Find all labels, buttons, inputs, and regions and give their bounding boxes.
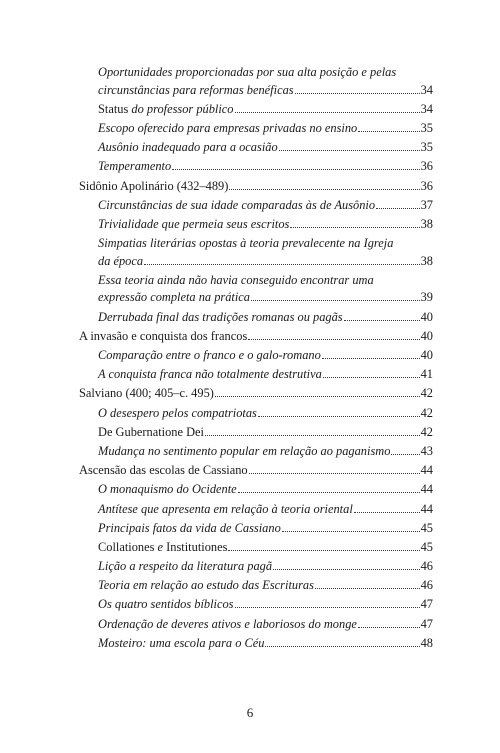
toc-entry-page: 38 [420,216,433,231]
toc-entry-label: Antítese que apresenta em relação à teoria oriental [98,501,353,516]
toc-entry-page: 46 [420,559,433,574]
toc-entry-page: 40 [420,348,433,363]
toc-entry [79,158,433,176]
dot-leader [290,227,419,228]
toc-entry-label-roman: Status [98,101,129,116]
dot-leader [358,131,419,132]
toc-entry-label-line1: Simpatias literárias opostas à teoria prevalecente na Igreja [98,236,394,251]
toc-section-page: 36 [420,178,433,193]
toc-entry-label: O monaquismo do Ocidente [98,482,237,497]
toc-section-page: 42 [420,386,433,401]
dot-leader [235,607,420,608]
toc-entry-page: 39 [420,290,433,305]
toc-entry-label: da época [98,253,144,268]
toc-entry-label-roman: Collationes [98,539,155,554]
page-number: 6 [246,705,254,720]
dot-leader [279,150,420,151]
toc-entry [79,424,433,442]
toc-section-label: Ascensão das escolas de Cassiano [79,463,248,478]
dot-leader [358,627,420,628]
toc-section-label: Sidônio Apolinário (432–489) [79,178,229,193]
dot-leader [238,492,420,493]
toc-entry-label-roman: De Gubernatione Dei [98,424,204,439]
table-of-contents [79,64,433,654]
toc-entry [79,216,433,234]
toc-entry-label: O desespero pelos compatriotas [98,405,257,420]
toc-entry [79,139,433,157]
toc-entry-page: 35 [420,140,433,155]
toc-entry-label-italic: do professor público [128,101,234,116]
toc-entry-page: 34 [420,82,433,97]
toc-entry-page: 37 [420,197,433,212]
toc-entry [79,558,433,576]
dot-leader [229,189,419,190]
toc-section-heading [79,328,433,346]
toc-section-page: 40 [420,328,433,343]
toc-entry-label: Ausônio inadequado para a ocasião [98,140,278,155]
dot-leader [344,320,420,321]
toc-entry [79,577,433,595]
dot-leader [273,569,420,570]
toc-entry-page: 43 [420,443,433,458]
toc-entry [79,520,433,538]
toc-entry-page: 47 [420,597,433,612]
toc-entry [79,309,433,327]
toc-entry [79,443,433,461]
dot-leader [315,588,420,589]
toc-entry [79,616,433,634]
toc-entry-label: Ordenação de deveres ativos e laboriosos do monge [98,616,357,631]
dot-leader [172,169,419,170]
toc-entry-page: 44 [420,482,433,497]
toc-entry-page: 42 [420,424,433,439]
toc-entry-label: Mosteiro: uma escola para o Céu [98,635,265,650]
dot-leader [354,512,420,513]
toc-entry [79,272,433,307]
toc-entry-label-roman-2: Institutiones [166,539,228,554]
toc-entry-label: Os quatro sentidos bíblicos [98,597,234,612]
dot-leader [249,473,420,474]
toc-entry-page: 34 [420,101,433,116]
toc-entry-page: 35 [420,120,433,135]
toc-entry-page: 38 [420,253,433,268]
dot-leader [282,531,420,532]
dot-leader [391,454,419,455]
toc-entry [79,197,433,215]
toc-entry-page: 45 [420,520,433,535]
toc-entry-label: Lição a respeito da literatura pagã [98,559,273,574]
toc-entry-page: 41 [420,367,433,382]
toc-entry-label: Principais fatos da vida de Cassiano [98,520,281,535]
toc-entry-label: Circunstâncias de sua idade comparadas às de Ausônio [98,197,376,212]
toc-entry-label: Comparação entre o franco e o galo-romano [98,348,321,363]
dot-leader [265,646,419,647]
toc-entry-page: 48 [420,635,433,650]
toc-entry-label [98,539,227,557]
toc-section-label: Salviano (400; 405–c. 495) [79,386,214,401]
toc-entry-label: Derrubada final das tradições romanas ou pagãs [98,309,343,324]
toc-entry [79,101,433,119]
dot-leader [322,358,420,359]
toc-entry-label: Temperamento [98,159,172,174]
toc-section-page: 44 [420,463,433,478]
toc-entry-page: 45 [420,539,433,554]
toc-entry-page: 46 [420,578,433,593]
toc-entry-label: expressão completa na prática [98,290,250,305]
toc-entry-label: A conquista franca não totalmente destrutiva [98,367,322,382]
toc-section-heading [79,385,433,403]
dot-leader [376,208,420,209]
dot-leader [248,339,419,340]
dot-leader [323,377,420,378]
toc-entry [79,405,433,423]
toc-entry-label: Escopo oferecido para empresas privadas no ensino [98,120,358,135]
dot-leader [144,264,420,265]
toc-entry [79,501,433,519]
toc-entry-label-line1: Oportunidades proporcionadas por sua alta posição e pelas [98,65,397,79]
toc-entry-page: 36 [420,159,433,174]
dot-leader [258,416,420,417]
toc-entry [79,235,433,270]
toc-entry [79,635,433,653]
toc-entry-label [98,101,234,119]
dot-leader [228,550,419,551]
dot-leader [205,435,420,436]
toc-section-heading [79,178,433,196]
toc-entry-label [98,424,204,442]
toc-entry [79,596,433,614]
toc-entry-label: circunstâncias para reformas benéficas [98,82,294,97]
toc-section-heading [79,462,433,480]
toc-entry [79,481,433,499]
dot-leader [235,112,420,113]
toc-entry-page: 44 [420,501,433,516]
toc-entry-label-line1: Essa teoria ainda não havia conseguido encontrar uma [98,272,374,287]
toc-entry-label: Mudança no sentimento popular em relação ao paganismo [98,443,391,458]
toc-entry [79,366,433,384]
dot-leader [215,396,420,397]
toc-entry-label-italic: e [154,539,167,554]
dot-leader [295,93,420,94]
toc-entry [79,64,433,99]
toc-entry-label: Trivialidade que permeia seus escritos [98,216,290,231]
toc-entry-page: 42 [420,405,433,420]
toc-entry [79,120,433,138]
toc-entry [79,347,433,365]
toc-entry-page: 40 [420,309,433,324]
toc-entry [79,539,433,557]
toc-entry-label: Teoria em relação ao estudo das Escrituras [98,578,314,593]
toc-entry-page: 47 [420,616,433,631]
toc-section-label: A invasão e conquista dos francos [79,328,248,343]
dot-leader [251,300,420,301]
